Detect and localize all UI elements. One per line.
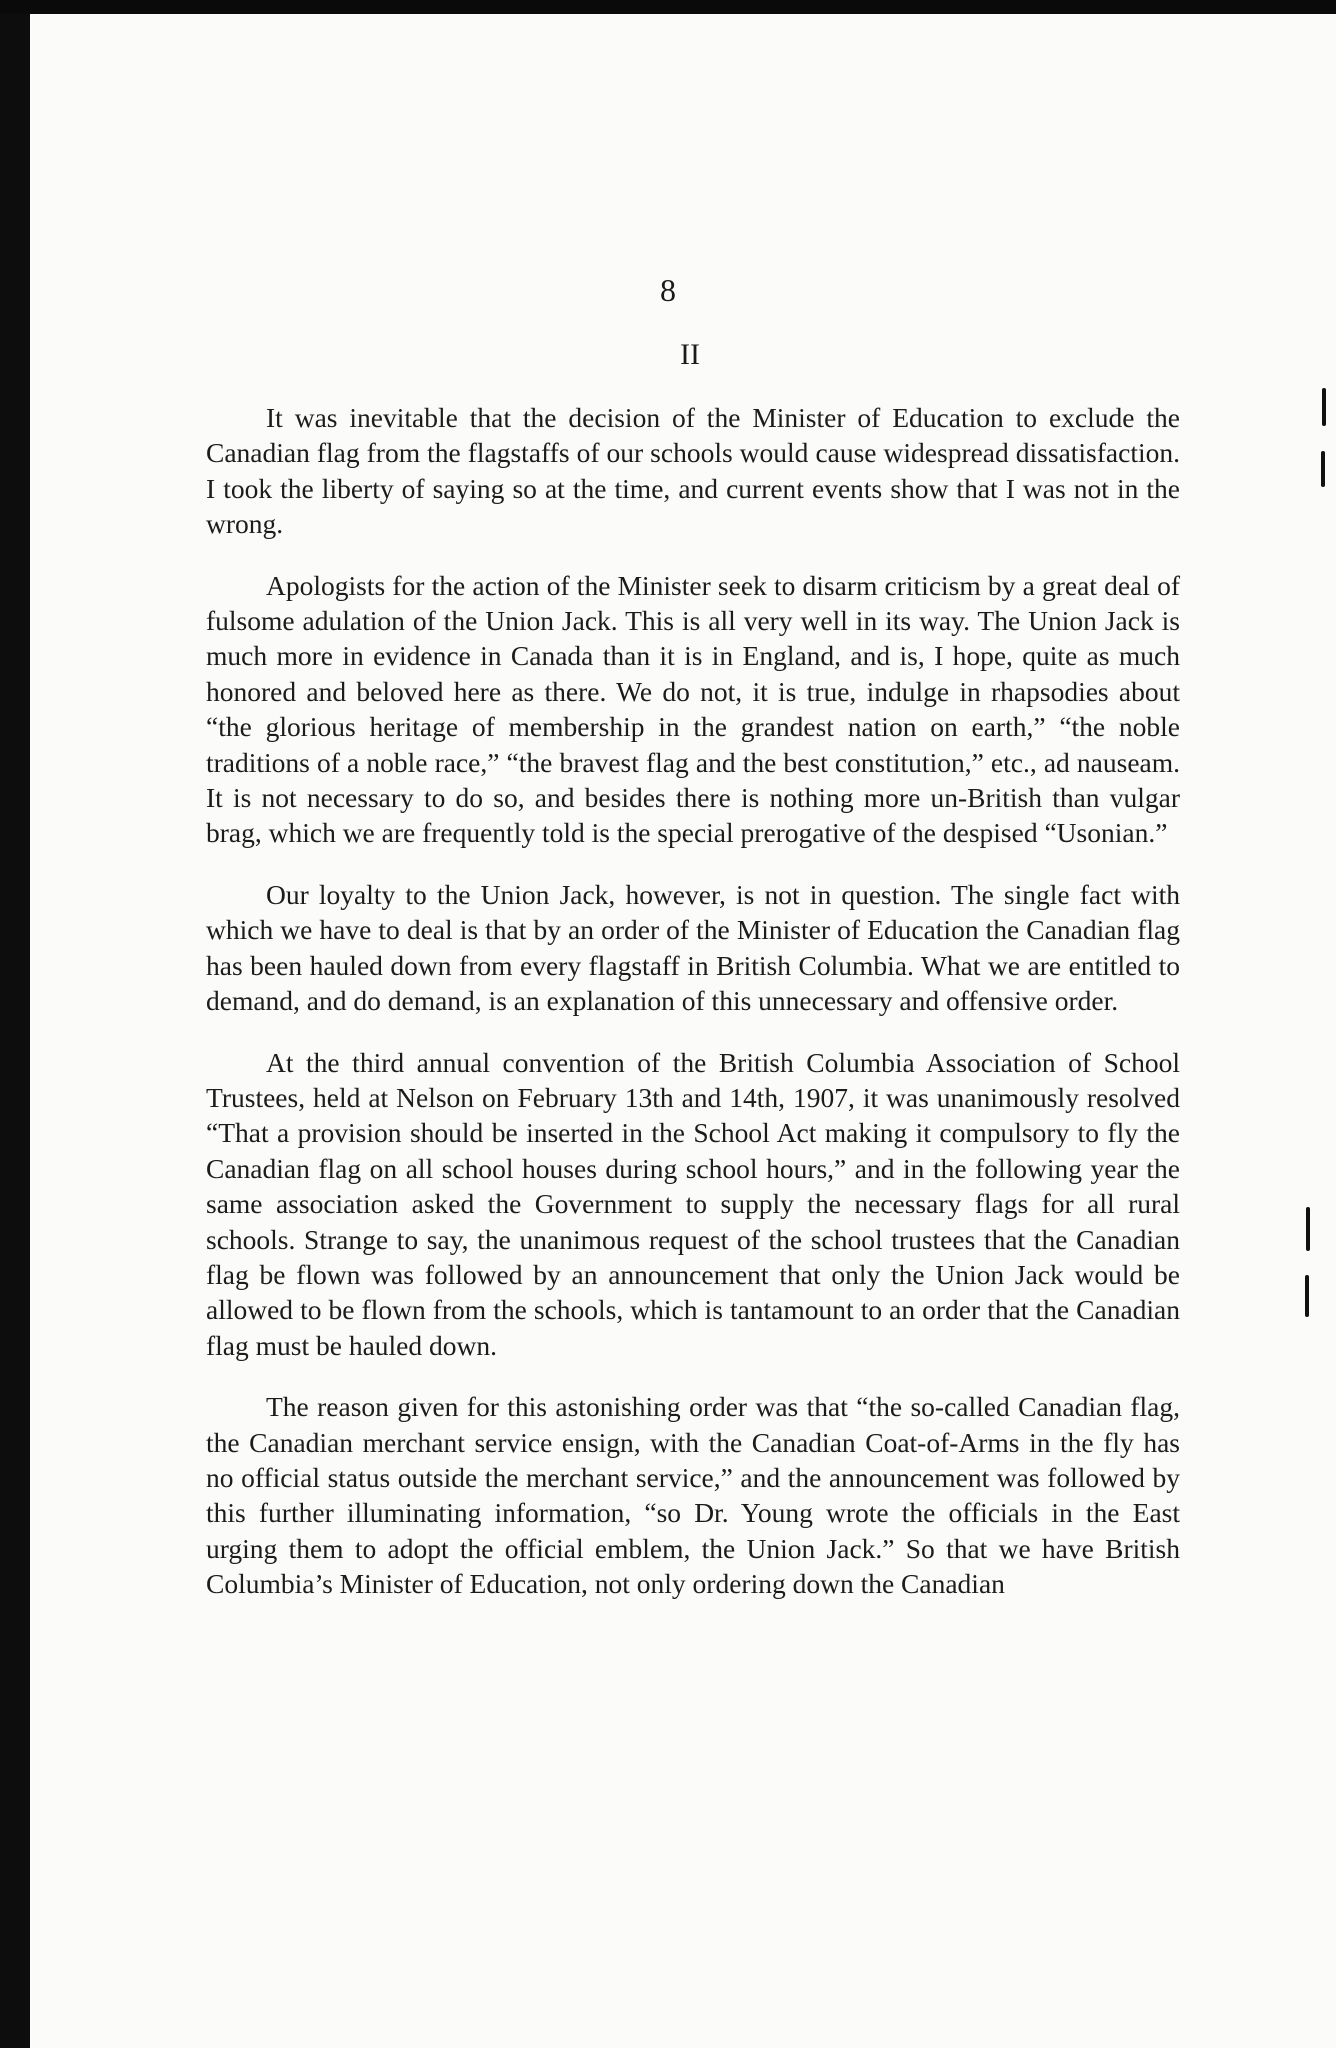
page-number: 8 <box>660 272 676 308</box>
section-heading: II <box>680 338 700 371</box>
paragraph-1: It was inevitable that the decision of the Minister of Education to exclude the Canadian flag from the flagstaffs of our schools would cause widespread dissatisfaction. I took the liberty of saying so at the time, and current events show that I was not in the wrong. <box>206 402 1180 540</box>
margin-mark <box>1322 388 1326 426</box>
paragraph-2: Apologists for the action of the Minister seek to disarm criticism by a great deal of fulsome adulation of the Union Jack. This is all very well in its way. The Union Jack is much more in evidence in Canada than it is in England, and is, I hope, quite as much honored and beloved here as there. We do not, it is true, indulge in rhapsodies about “the glorious heritage of membership in the grandest nation on earth,” “the noble traditions of a noble race,” “the bravest flag and the best constitution,” etc., ad nauseam. It is not necessary to do so, and besides there is nothing more un-British than vulgar brag, which we are frequently told is the special prerogative of the despised “Usonian.” <box>206 569 1180 849</box>
margin-mark <box>1306 1207 1310 1251</box>
paragraph-3: Our loyalty to the Union Jack, however, is not in question. The single fact with which we have to deal is that by an order of the Minister of Education the Canadian flag has been hauled down from every flagstaff in British Columbia. What we are entitled to demand, and do demand, is an explanation of this unnecessary and offensive order. <box>206 878 1180 1017</box>
paragraph-4: At the third annual convention of the British Columbia Association of School Trustees, held at Nelson on February 13th and 14th, 1907, it was unanimously resolved “That a provision should be inserted in the School Act making it compulsory to fly the Canadian flag on all school houses during school hours,” and in the following year the same association asked the Government to supply the necessary flags for all rural schools. Strange to say, the unanimous request of the school trustees that the Canadian flag be flown was followed by an announcement that only the Union Jack would be allowed to be flown from the schools, which is tantamount to an order that the Canadian flag must be hauled down. <box>206 1046 1180 1361</box>
body-text <box>206 400 1180 1628</box>
scan-border-top <box>0 0 1336 14</box>
paragraph-5: The reason given for this astonishing order was that “the so-called Canadian flag, the Canadian merchant service ensign, with the Canadian Coat-of-Arms in the fly has no official status outside the merchant service,” and the announcement was followed by this further illuminating information, “so Dr. Young wrote the officials in the East urging them to adopt the official emblem, the Union Jack.” So that we have British Columbia’s Minister of Education, not only ordering down the Canadian <box>206 1391 1180 1600</box>
margin-mark <box>1321 451 1325 487</box>
margin-mark <box>1305 1275 1309 1317</box>
